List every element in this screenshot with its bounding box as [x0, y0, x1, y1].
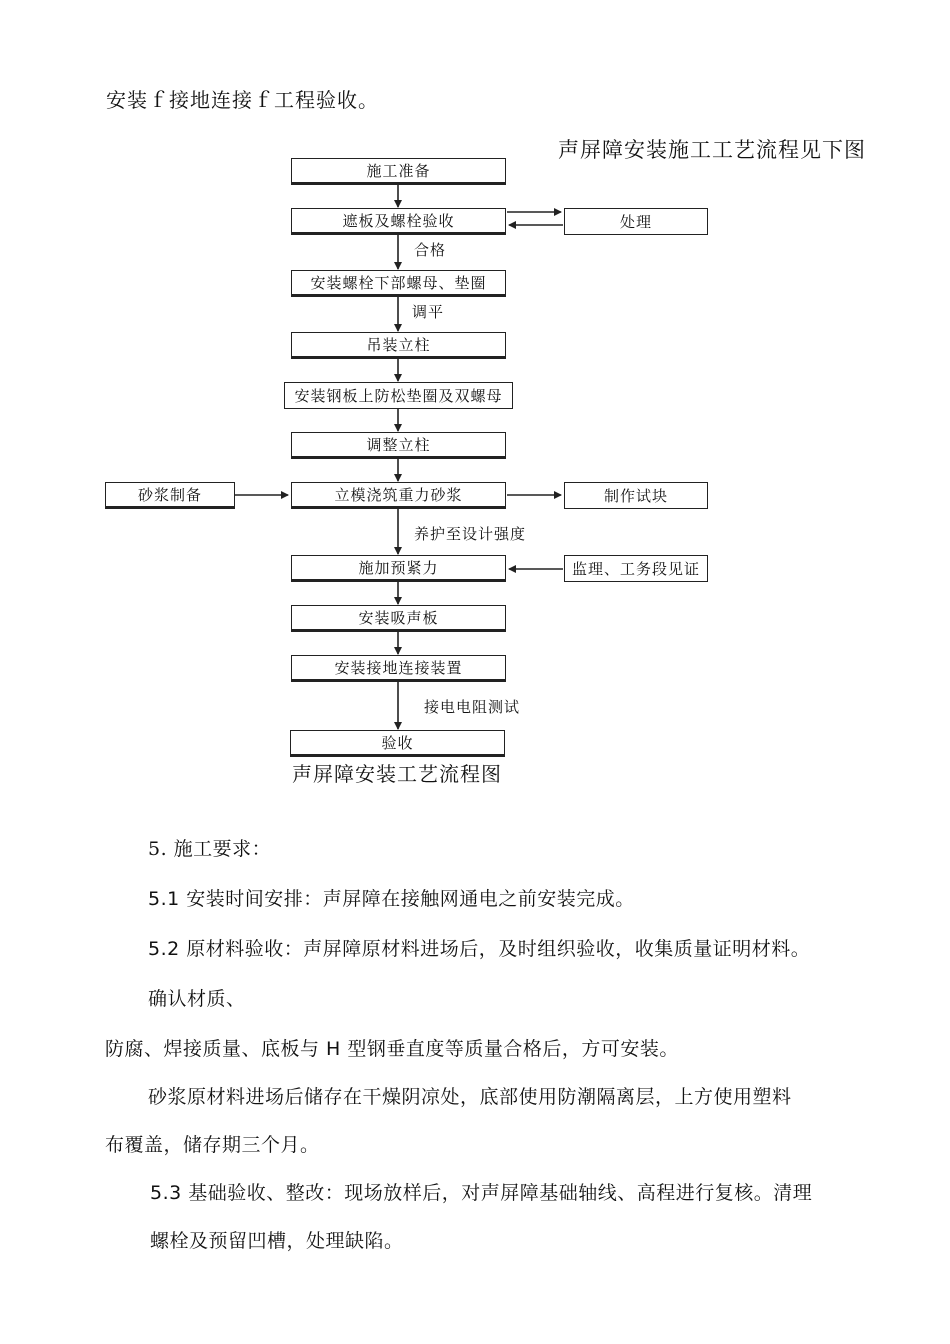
para-5-2-line5: 布覆盖，储存期三个月。	[105, 1134, 320, 1156]
para-5-2-line3: 防腐、焊接质量、底板与 H 型钢垂直度等质量合格后，方可安装。	[105, 1038, 679, 1060]
para-5-1: 5.1 安装时间安排：声屏障在接触网通电之前安装完成。	[148, 888, 635, 910]
edge-label-resistance-test: 接电电阻测试	[424, 698, 521, 716]
edge-label-level: 调平	[412, 303, 445, 321]
step-construction-prep: 施工准备	[291, 158, 506, 185]
step-acceptance: 验收	[290, 730, 505, 757]
step-install-lock-washer: 安装钢板上防松垫圈及双螺母	[284, 382, 513, 409]
para-5-2-line4: 砂浆原材料进场后储存在干燥阴凉处，底部使用防潮隔离层，上方使用塑料	[148, 1086, 792, 1108]
flowchart-intro-caption: 声屏障安装施工工艺流程见下图	[558, 138, 866, 162]
edge-label-qualified: 合格	[414, 241, 447, 259]
side-treat: 处理	[564, 208, 708, 235]
para-5-2-line2: 确认材质、	[148, 988, 246, 1010]
para-5-2-line1: 5.2 原材料验收：声屏障原材料进场后，及时组织验收，收集质量证明材料。	[148, 938, 811, 960]
flowchart-caption: 声屏障安装工艺流程图	[292, 762, 502, 786]
step-pour-mortar: 立模浇筑重力砂浆	[291, 482, 506, 509]
intro-line: 安装ｆ接地连接ｆ工程验收。	[106, 88, 379, 112]
section-heading: 5. 施工要求：	[148, 838, 272, 860]
para-5-3-line1: 5.3 基础验收、整改：现场放样后，对声屏障基础轴线、高程进行复核。清理	[150, 1182, 813, 1204]
side-mortar-prep: 砂浆制备	[105, 482, 235, 509]
step-adjust-column: 调整立柱	[291, 432, 506, 459]
step-hoist-column: 吊装立柱	[291, 332, 506, 359]
side-test-block: 制作试块	[564, 482, 708, 509]
step-install-lower-nut: 安装螺栓下部螺母、垫圈	[291, 270, 506, 297]
step-apply-pretension: 施加预紧力	[291, 555, 506, 582]
step-install-absorber-panel: 安装吸声板	[291, 605, 506, 632]
edge-label-cure: 养护至设计强度	[414, 525, 527, 543]
side-supervision: 监理、工务段见证	[564, 555, 708, 582]
para-5-3-line2: 螺栓及预留凹槽，处理缺陷。	[150, 1230, 404, 1252]
step-install-grounding: 安装接地连接装置	[291, 655, 506, 682]
step-cover-bolt-inspection: 遮板及螺栓验收	[291, 208, 506, 235]
